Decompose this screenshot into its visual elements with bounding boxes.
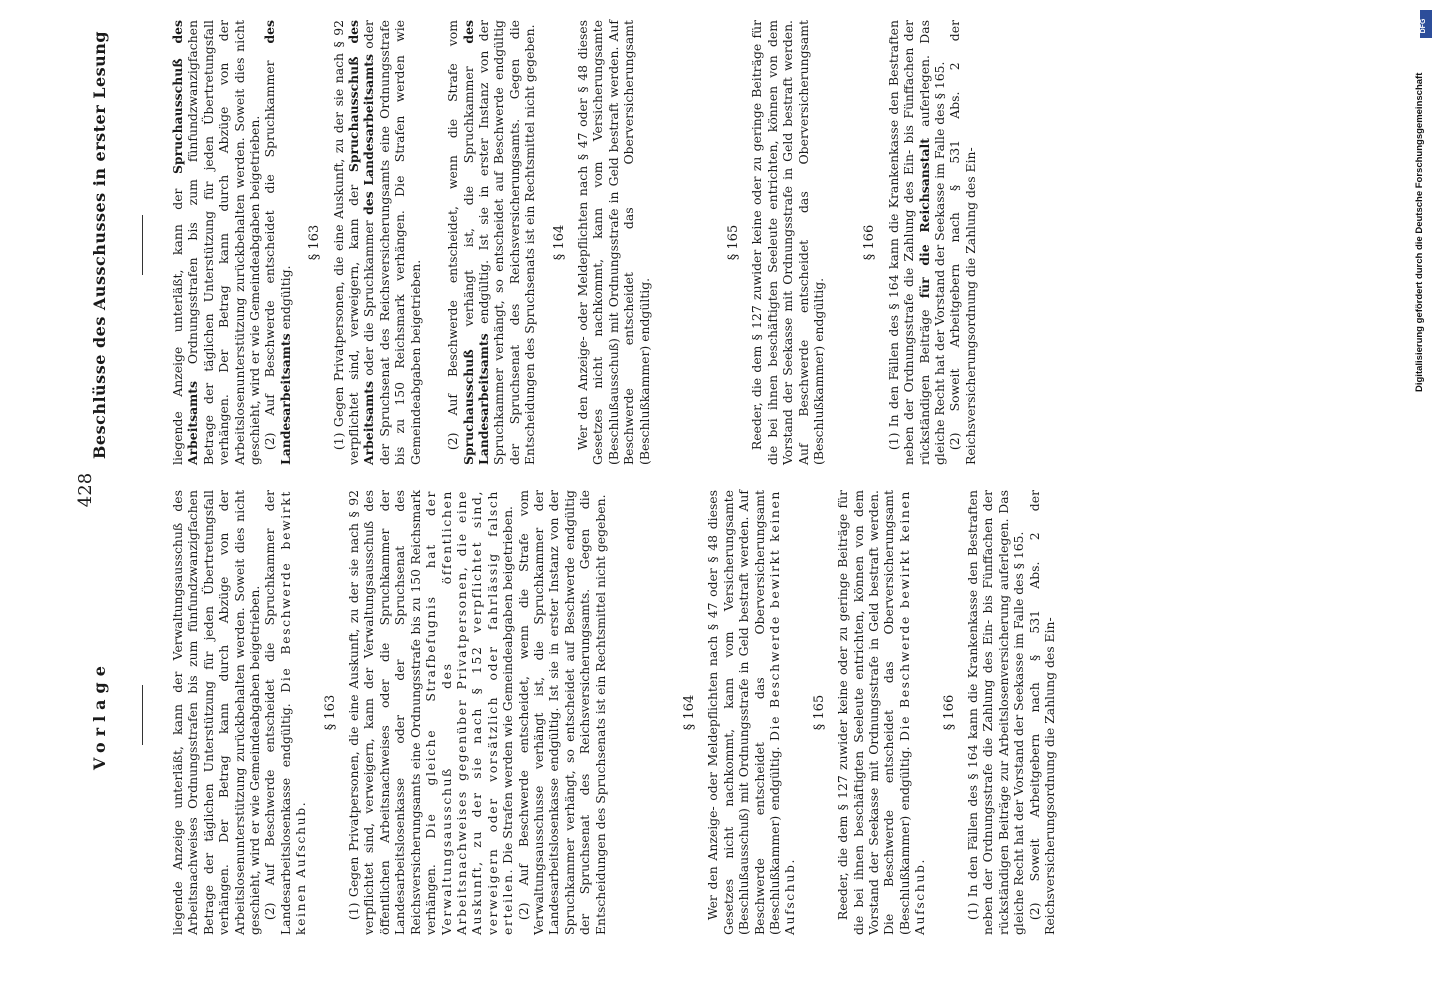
paragraph-text-spaced: Die Beschwerde bewirkt keinen Aufschub.	[767, 490, 798, 935]
paragraph-text: (2) Auf Beschwerde entscheidet, wenn die Strafe vom	[445, 20, 461, 451]
section-heading: § 165	[725, 224, 741, 261]
paragraph: Reeder, die dem § 127 zuwider keine oder zu geringe Beiträge für die bei ihnen beschäftigten Seeleute entrichten, können von dem Vorstand der Seekasse mit Ordnungsstrafe in Geld bestraft werden. Auf Beschwerde entscheidet das Oberversicherungsamt (Beschlußkammer) endgültig.	[749, 20, 826, 465]
paragraph-text: (1) Gegen Privatpersonen, die eine Auskunft, zu der sie nach § 92 verpflichtet sind, verweigern, kann der	[330, 20, 362, 465]
paragraph	[170, 20, 262, 465]
digitization-note: Digitalisierung gefördert durch die Deutsche Forschungsgemeinschaft	[1414, 72, 1425, 392]
paragraph-text-spaced: Die gleiche Strafbefugnis hat der Verwaltungsausschuß des öffentlichen Arbeitsnachweises gegenüber Privatpersonen, die eine Auskunft, zu der sie nach § 152 verpflichtet sind, verweigern oder vorsätzlich oder fahrlässig falsch erteilen.	[423, 490, 516, 935]
paragraph: (2) Soweit Arbeitgebern nach § 531 Abs. 2 der Reichsversicherungsordnung die Zahlung des Ein-	[947, 20, 978, 465]
left-heading-rule	[142, 685, 143, 745]
digitization-footer	[1406, 0, 1434, 1000]
paragraph	[262, 490, 308, 935]
section-heading: § 164	[681, 694, 697, 731]
paragraph-text-bold: Spruchausschuß des Arbeitsamts	[346, 20, 377, 465]
dfg-logo	[1420, 10, 1432, 38]
section-heading: § 164	[551, 224, 567, 261]
paragraph	[262, 20, 293, 465]
paragraph-text: Die Strafen werden wie Gemeindeabgaben beigetrieben.	[500, 506, 516, 864]
paragraph-text-bold: des Landesarbeitsamts	[460, 20, 491, 465]
right-heading-rule	[142, 215, 143, 275]
paragraph	[445, 20, 537, 465]
section-heading: § 166	[862, 224, 878, 261]
paragraph-text: oder der Spruchsenat des Reichsversicherungsamts eine Ordnungsstrafe bis zu 150 Reichsmark verhängen. Die Strafen werden wie Gemeindeabgaben beigetrieben.	[361, 20, 423, 465]
paragraph	[346, 490, 515, 935]
paragraph-text: Reeder, die dem § 127 zuwider keine oder zu geringe Beiträge für die bei ihnen beschäftigten Seeleute entrichten, können von dem Vorstand der Seekasse mit Ordnungsstrafe in Geld bestraft werden. Die Beschwerde entscheidet das Oberversicherungsamt (Beschlußkammer) endgültig.	[835, 490, 912, 935]
section-heading: § 165	[811, 694, 827, 731]
paragraph-text-bold: Spruchausschuß des Arbeitsamts	[170, 20, 201, 465]
paragraph-text: (2) Auf Beschwerde entscheidet die Spruchkammer der Landesarbeitslosenkasse endgültig.	[262, 490, 293, 935]
paragraph	[835, 490, 927, 935]
paragraph: (2) Soweit Arbeitgebern nach § 531 Abs. 2 der Reichsversicherungsordnung die Zahlung des Ein-	[1026, 490, 1058, 935]
paragraph	[705, 490, 797, 935]
paragraph-text-bold: des Landesarbeitsamts	[361, 54, 377, 215]
right-column	[170, 20, 978, 465]
paragraph	[331, 20, 423, 465]
paragraph: (2) Auf Beschwerde entscheidet, wenn die Strafe vom Verwaltungsausschusse verhängt ist, die Spruchkammer der Landesarbeitslosenkasse endgültig. Ist sie in erster Instanz von der Spruchkammer verhängt, so entscheidet auf Beschwerde endgültig der Spruchsenat des Reichsversicherungsamts. Gegen die Entscheidungen des Spruchsenats ist ein Rechtsmittel nicht gegeben.	[515, 490, 608, 935]
page-number: 428	[75, 472, 96, 508]
paragraph-text: (1) In den Fällen des § 164 kann die Krankenkasse den Bestraften neben der Ordnungsstrafe die Zahlung des Ein- bis Fünffachen der rückständigen Beiträge	[885, 20, 932, 465]
paragraph-text: auferlegen. Das gleiche Recht hat der Vorstand der Seekasse im Falle des § 165.	[916, 20, 948, 465]
paragraph-text-spaced: Die Beschwerde bewirkt keinen Aufschub.	[896, 490, 928, 935]
right-column-heading: Beschlüsse des Ausschusses in erster Lesung	[90, 30, 109, 460]
paragraph: Wer den Anzeige- oder Meldepflichten nach § 47 oder § 48 dieses Gesetzes nicht nachkommt, kann vom Versicherungsamte (Beschlußausschuß) mit Ordnungsstrafe in Geld bestraft werden. Auf Beschwerde entscheidet das Oberversicherungsamt (Beschlußkammer) endgültig.	[574, 20, 652, 465]
paragraph-text-bold: für die Reichsanstalt	[916, 138, 932, 299]
paragraph	[886, 20, 948, 465]
paragraph-text: (2) Auf Beschwerde entscheidet die Spruchkammer	[262, 60, 278, 451]
section-heading: § 166	[941, 694, 957, 731]
paragraph-text: endgültig. Ist sie in erster Instanz von der Spruchkammer verhängt, so entscheidet auf Beschwerde endgültig der Spruchsenat des Reichsversicherungsamts. Gegen die Entscheidungen des Spruchsenats ist ein Rechtsmittel nicht gegeben.	[475, 20, 538, 465]
paragraph: (1) In den Fällen des § 164 kann die Krankenkasse den Bestraften neben der Ordnungsstrafe die Zahlung des Ein- bis Fünffachen der rückständigen Beiträge zur Arbeitslosenversicherung auferlegen. Das gleiche Recht hat der Vorstand der Seekasse im Falle des § 165.	[965, 490, 1027, 935]
left-column-heading: Vorlage	[90, 660, 109, 770]
paragraph-text: (1) Gegen Privatpersonen, die eine Auskunft, zu der sie nach § 92 verpflichtet sind, verweigern, kann der Verwaltungsausschuß des öffentlichen Arbeitsnachweises oder die Spruchkammer der Landesarbeitslosenkasse oder der Spruchsenat des Reichsversicherungsamts eine Ordnungsstrafe bis zu 150 Reichsmark verhängen.	[346, 490, 439, 935]
paragraph-text: liegende Anzeige unterläßt, kann der	[170, 188, 185, 465]
left-column	[170, 490, 1058, 935]
section-heading: § 163	[322, 694, 338, 731]
paragraph-text: Wer den Anzeige- oder Meldepflichten nach § 47 oder § 48 dieses Gesetzes nicht nachkommt, kann vom Versicherungsamte (Beschlußausschuß) mit Ordnungsstrafe in Geld bestraft werden. Auf Beschwerde entscheidet das Oberversicherungsamt (Beschlußkammer) endgültig.	[705, 490, 782, 935]
paragraph-text-bold: des Landesarbeitsamts	[262, 20, 293, 465]
paragraph-text: oder die Spruchkammer	[361, 220, 377, 376]
paragraph-text: verhängt ist, die Spruchkammer	[460, 66, 476, 327]
dfg-logo-text: DFG	[1420, 18, 1427, 34]
section-heading: § 163	[307, 224, 323, 261]
paragraph-text: Ordnungsstrafen bis zum fünfundzwanzigfachen Betrage der täglichen Unterstützung für jeden Übertretungsfall verhängen. Der Betrag kann durch Abzüge von der Arbeitslosenunterstützung zurückbehalten werden. Soweit dies nicht geschieht, wird er wie Gemeindeabgaben beigetrieben.	[185, 20, 263, 465]
paragraph-text-bold: Spruchausschuß	[460, 349, 476, 465]
paragraph-text-spaced: Die Beschwerde bewirkt keinen Aufschub.	[277, 490, 309, 935]
paragraph-text: endgültig.	[277, 265, 293, 330]
paragraph: liegende Anzeige unterläßt, kann der Verwaltungsausschuß des Arbeitsnachweises Ordnungsstrafen bis zum fünfundzwanzigfachen Betrage der täglichen Unterstützung für jeden Übertretungsfall verhängen. Der Betrag kann durch Abzüge von der Arbeitslosenunterstützung zurückbehalten werden. Soweit dies nicht geschieht, wird er wie Gemeindeabgaben beigetrieben.	[170, 490, 263, 935]
